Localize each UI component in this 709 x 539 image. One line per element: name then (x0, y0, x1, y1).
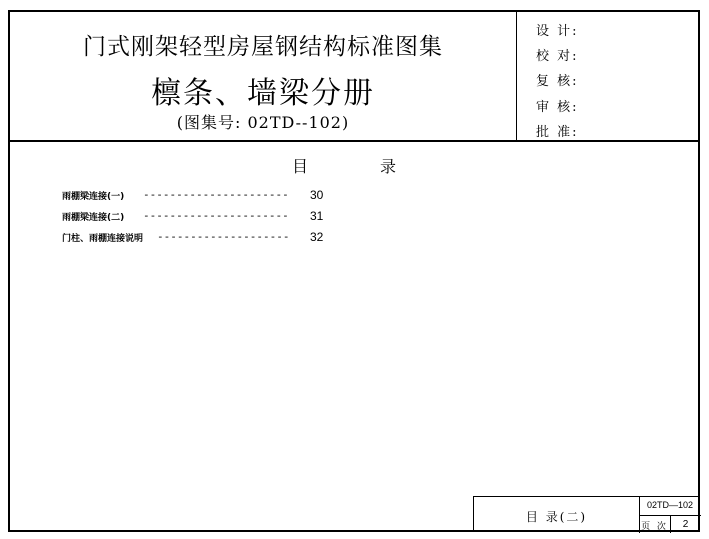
toc-item[interactable] (62, 231, 143, 244)
atlas-title: 门式刚架轻型房屋钢结构标准图集 (83, 34, 443, 60)
signoff-design: 设 计: (536, 24, 579, 39)
toc-heading-right: 录 (380, 157, 397, 176)
toc-heading-left: 目 (292, 157, 309, 176)
toc-item[interactable] (62, 189, 124, 202)
signoff-approve: 批 准: (536, 125, 579, 140)
header-divider (10, 140, 698, 142)
toc-item-leader: ---------------------- (143, 188, 289, 201)
title-block (473, 496, 700, 532)
signoff-review: 审 核: (536, 100, 579, 115)
toc-item-leader: ---------------------- (143, 209, 289, 222)
drawing-frame (8, 10, 700, 532)
toc-item-title: 门柱、雨棚连接说明 (62, 234, 144, 244)
volume-title: 檩条、墙梁分册 (151, 76, 375, 111)
toc-item[interactable] (62, 210, 124, 223)
header-vertical-divider (516, 12, 517, 140)
toc-item-leader: -------------------- (157, 230, 290, 243)
title-block-code: 02TD—102 (646, 500, 694, 510)
toc-item-page: 31 (310, 209, 324, 223)
toc-item-page: 32 (310, 230, 324, 244)
toc-item-title: 雨棚梁连接(一) (62, 192, 125, 202)
atlas-number: (图集号: 02TD--102) (176, 113, 350, 132)
toc-item-page: 30 (310, 188, 324, 202)
signoff-proofread: 校 对: (536, 49, 579, 64)
title-block-page-number: 2 (682, 519, 689, 530)
title-block-title: 目 录(二) (525, 510, 588, 524)
toc-item-title: 雨棚梁连接(二) (62, 213, 125, 223)
signoff-recheck: 复 核: (536, 74, 579, 89)
title-block-page-label: 页 次 (641, 522, 668, 532)
